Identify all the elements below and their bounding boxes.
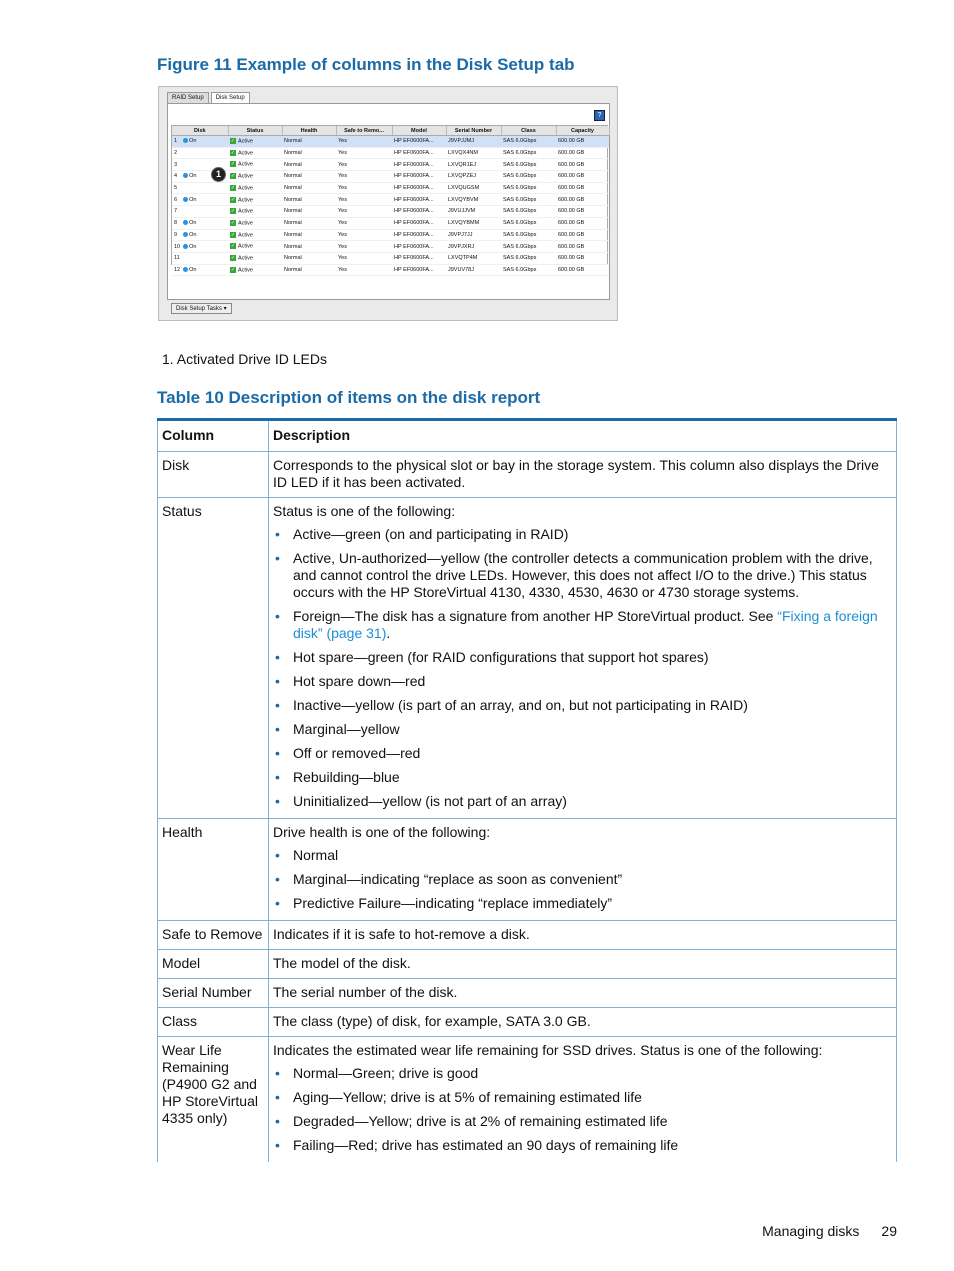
disk-setup-panel	[167, 103, 610, 312]
capacity-cell: 600.00 GB	[556, 264, 609, 276]
figure-caption: Figure 11 Example of columns in the Disk Setup tab	[157, 55, 575, 74]
check-icon: ✓	[230, 243, 236, 250]
model-cell: HP EF0600FA...	[392, 147, 446, 159]
model-cell: HP EF0600FA...	[392, 182, 446, 194]
description-text: The class (type) of disk, for example, SATA 3.0 GB.	[273, 1013, 591, 1029]
serial-cell: J9VPJXRJ	[446, 241, 501, 253]
led-icon	[183, 244, 188, 249]
status-cell	[228, 147, 282, 159]
led-label: On	[189, 243, 197, 250]
table-row	[158, 979, 897, 1008]
model-cell: HP EF0600FA...	[392, 229, 446, 241]
class-cell: SAS 6.0Gbps	[501, 206, 556, 218]
model-cell: HP EF0600FA...	[392, 217, 446, 229]
list-item: • Normal	[293, 847, 892, 864]
model-cell: HP EF0600FA...	[392, 194, 446, 206]
led-icon	[183, 267, 188, 272]
status-text: Active	[238, 150, 253, 157]
table-row	[158, 921, 897, 950]
disk-row[interactable]	[172, 136, 609, 148]
class-cell: SAS 6.0Gbps	[501, 159, 556, 171]
description-text: Drive health is one of the following:	[273, 824, 491, 840]
drive-id-led	[183, 138, 196, 144]
status-cell	[228, 194, 282, 206]
status-text: Active	[238, 197, 253, 203]
grid-column-header[interactable]: Serial Number	[446, 126, 501, 136]
grid-column-header[interactable]: Status	[228, 126, 282, 136]
check-icon: ✓	[230, 196, 236, 203]
status-cell	[228, 264, 282, 276]
class-cell: SAS 6.0Gbps	[501, 252, 556, 264]
description-cell	[269, 1008, 897, 1037]
table-header-row	[158, 420, 897, 452]
disk-number: 12	[174, 266, 181, 273]
disk-row[interactable]	[172, 147, 609, 159]
bullet-list	[273, 847, 892, 912]
safe-cell: Yes	[336, 147, 392, 159]
disk-report-table	[157, 418, 897, 1162]
check-icon: ✓	[230, 149, 236, 156]
disk-cell	[172, 264, 228, 276]
model-cell: HP EF0600FA...	[392, 252, 446, 264]
status-cell	[228, 206, 282, 218]
disk-cell	[172, 241, 228, 253]
serial-cell: LXVQYBMM	[446, 217, 501, 229]
disk-row[interactable]	[172, 229, 609, 241]
description-cell	[269, 1037, 897, 1163]
grid-column-header[interactable]: Capacity	[556, 126, 609, 136]
column-name-cell: Status	[158, 498, 269, 819]
safe-cell: Yes	[336, 206, 392, 218]
list-item: • Marginal—yellow	[293, 721, 892, 738]
led-icon	[183, 173, 188, 178]
disk-row[interactable]	[172, 217, 609, 229]
status-text: Active	[238, 232, 253, 239]
disk-cell	[172, 147, 228, 159]
status-cell	[228, 136, 282, 148]
disk-cell	[172, 136, 228, 148]
page-number: 29	[881, 1223, 897, 1239]
status-cell	[228, 229, 282, 241]
drive-id-led	[183, 220, 196, 226]
serial-cell: LXVQYBVM	[446, 194, 501, 206]
column-name-cell: Wear Life Remaining (P4900 G2 and HP StoreVirtual 4335 only)	[158, 1037, 269, 1163]
description-cell	[269, 950, 897, 979]
table-caption: Table 10 Description of items on the disk report	[157, 388, 541, 407]
health-cell: Normal	[282, 147, 336, 159]
table-row	[158, 498, 897, 819]
grid-column-header[interactable]: Class	[501, 126, 556, 136]
class-cell: SAS 6.0Gbps	[501, 147, 556, 159]
status-cell	[228, 217, 282, 229]
description-cell	[269, 498, 897, 819]
column-name-cell: Health	[158, 819, 269, 921]
disk-number: 3	[174, 161, 178, 168]
health-cell: Normal	[282, 194, 336, 206]
grid-header-row	[172, 126, 609, 136]
serial-cell: LXVQR1EJ	[446, 159, 501, 171]
serial-cell: LXVQPZEJ	[446, 171, 501, 183]
help-icon[interactable]: ?	[594, 110, 605, 121]
status-text: Active	[238, 220, 253, 227]
capacity-cell: 600.00 GB	[556, 182, 609, 194]
table-row	[158, 950, 897, 979]
disk-grid	[171, 125, 608, 274]
list-item: • Uninitialized—yellow (is not part of an array)	[293, 793, 892, 810]
health-cell: Normal	[282, 159, 336, 171]
disk-cell	[172, 206, 228, 218]
check-icon: ✓	[230, 138, 236, 145]
description-text: Indicates the estimated wear life remaining for SSD drives. Status is one of the following:	[273, 1042, 823, 1058]
capacity-cell: 600.00 GB	[556, 194, 609, 206]
model-cell: HP EF0600FA...	[392, 136, 446, 148]
class-cell: SAS 6.0Gbps	[501, 264, 556, 276]
capacity-cell: 600.00 GB	[556, 159, 609, 171]
list-item: • Normal—Green; drive is good	[293, 1065, 892, 1082]
column-name-cell: Safe to Remove	[158, 921, 269, 950]
disk-cell	[172, 229, 228, 241]
safe-cell: Yes	[336, 159, 392, 171]
model-cell: HP EF0600FA...	[392, 171, 446, 183]
check-icon: ✓	[230, 231, 236, 238]
list-item: • Active, Un-authorized—yellow (the controller detects a communication problem with the drive, and cannot control the drive LEDs. However, this does not affect I/O to the drive.) This status occurs with the HP StoreVirtual 4130, 4330, 4530, 4630 or 4730 storage systems.	[293, 550, 892, 601]
led-label: On	[189, 173, 197, 180]
status-cell	[228, 252, 282, 264]
status-text: Active	[238, 255, 253, 262]
status-text: Active	[238, 267, 253, 274]
description-text: Indicates if it is safe to hot-remove a disk.	[273, 926, 530, 942]
disk-setup-tasks-button[interactable]: Disk Setup Tasks ▾	[171, 303, 232, 314]
disk-row[interactable]	[172, 182, 609, 194]
disk-number: 6	[174, 196, 178, 203]
capacity-cell: 600.00 GB	[556, 206, 609, 218]
drive-id-led	[183, 173, 196, 179]
drive-id-led	[183, 267, 196, 273]
led-label: On	[189, 220, 197, 227]
column-name-cell: Disk	[158, 452, 269, 498]
disk-row[interactable]	[172, 194, 609, 206]
serial-cell: J9VUV78J	[446, 264, 501, 276]
check-icon: ✓	[230, 184, 236, 191]
safe-cell: Yes	[336, 217, 392, 229]
list-item: • Marginal—indicating “replace as soon as convenient”	[293, 871, 892, 888]
serial-cell: J9VUJJVM	[446, 206, 501, 218]
list-item: • Degraded—Yellow; drive is at 2% of remaining estimated life	[293, 1113, 892, 1130]
grid-column-header[interactable]: Model	[392, 126, 446, 136]
disk-row[interactable]	[172, 171, 609, 183]
status-cell	[228, 171, 282, 183]
health-cell: Normal	[282, 217, 336, 229]
disk-row[interactable]	[172, 252, 609, 264]
safe-cell: Yes	[336, 194, 392, 206]
description-cell	[269, 819, 897, 921]
disk-row[interactable]	[172, 241, 609, 253]
disk-cell	[172, 182, 228, 194]
class-cell: SAS 6.0Gbps	[501, 217, 556, 229]
page-footer	[762, 1223, 897, 1239]
list-item: • Inactive—yellow (is part of an array, and on, but not participating in RAID)	[293, 697, 892, 714]
capacity-cell: 600.00 GB	[556, 241, 609, 253]
column-name-cell: Model	[158, 950, 269, 979]
safe-cell: Yes	[336, 241, 392, 253]
check-icon: ✓	[230, 161, 236, 168]
capacity-cell: 600.00 GB	[556, 171, 609, 183]
list-item: • Failing—Red; drive has estimated an 90 days of remaining life	[293, 1137, 892, 1154]
disk-number: 4	[174, 173, 178, 180]
serial-cell: J9VPJJMJ	[446, 136, 501, 148]
footer-section: Managing disks	[762, 1223, 860, 1239]
capacity-cell: 600.00 GB	[556, 136, 609, 148]
list-item: • Predictive Failure—indicating “replace immediately”	[293, 895, 892, 912]
health-cell: Normal	[282, 252, 336, 264]
list-item: • Rebuilding—blue	[293, 769, 892, 786]
serial-cell: LXVQUGSM	[446, 182, 501, 194]
status-text: Active	[238, 173, 253, 180]
description-text: Status is one of the following:	[273, 503, 456, 519]
foreign-suffix: .	[386, 625, 391, 641]
safe-cell: Yes	[336, 229, 392, 241]
status-cell	[228, 159, 282, 171]
disk-setup-screenshot	[158, 86, 618, 321]
table-row	[158, 1008, 897, 1037]
disk-number: 7	[174, 208, 178, 215]
status-text: Active	[238, 138, 253, 145]
class-cell: SAS 6.0Gbps	[501, 171, 556, 183]
model-cell: HP EF0600FA...	[392, 159, 446, 171]
led-label: On	[189, 266, 197, 273]
list-item: • Hot spare—green (for RAID configurations that support hot spares)	[293, 649, 892, 666]
serial-cell: J9VPJ7JJ	[446, 229, 501, 241]
class-cell: SAS 6.0Gbps	[501, 194, 556, 206]
disk-cell	[172, 252, 228, 264]
safe-cell: Yes	[336, 252, 392, 264]
led-label: On	[189, 138, 197, 145]
class-cell: SAS 6.0Gbps	[501, 241, 556, 253]
capacity-cell: 600.00 GB	[556, 217, 609, 229]
disk-row[interactable]	[172, 159, 609, 171]
disk-cell	[172, 194, 228, 206]
led-icon	[183, 138, 188, 143]
serial-cell: LXVQX4NM	[446, 147, 501, 159]
status-text: Active	[238, 185, 253, 192]
description-cell	[269, 452, 897, 498]
capacity-cell: 600.00 GB	[556, 252, 609, 264]
grid-column-header[interactable]: Health	[282, 126, 336, 136]
status-text: Active	[238, 208, 253, 215]
check-icon: ✓	[230, 173, 236, 180]
check-icon: ✓	[230, 266, 236, 273]
drive-id-led	[183, 197, 196, 203]
check-icon: ✓	[230, 254, 236, 261]
header-column: Column	[158, 420, 269, 452]
status-cell	[228, 182, 282, 194]
description-cell	[269, 979, 897, 1008]
health-cell: Normal	[282, 136, 336, 148]
led-icon	[183, 220, 188, 225]
grid-column-header[interactable]: Disk	[172, 126, 228, 136]
serial-cell: LXVQTP4M	[446, 252, 501, 264]
table-row	[158, 819, 897, 921]
class-cell: SAS 6.0Gbps	[501, 229, 556, 241]
safe-cell: Yes	[336, 182, 392, 194]
disk-number: 1	[174, 138, 178, 145]
health-cell: Normal	[282, 182, 336, 194]
disk-number: 2	[174, 150, 178, 157]
fixing-foreign-disk-link[interactable]: “Fixing a foreign disk” (page 31)	[293, 608, 878, 641]
health-cell: Normal	[282, 229, 336, 241]
column-name-cell: Class	[158, 1008, 269, 1037]
status-cell	[228, 241, 282, 253]
safe-cell: Yes	[336, 171, 392, 183]
status-text: Active	[238, 161, 253, 168]
model-cell: HP EF0600FA...	[392, 206, 446, 218]
safe-cell: Yes	[336, 264, 392, 276]
health-cell: Normal	[282, 171, 336, 183]
drive-id-led	[183, 232, 196, 238]
bullet-list	[273, 1065, 892, 1154]
capacity-cell: 600.00 GB	[556, 147, 609, 159]
list-item: • Aging—Yellow; drive is at 5% of remaining estimated life	[293, 1089, 892, 1106]
disk-row[interactable]	[172, 264, 609, 276]
list-item: • Active—green (on and participating in RAID)	[293, 526, 892, 543]
safe-cell: Yes	[336, 136, 392, 148]
header-description: Description	[269, 420, 897, 452]
tab-raid-setup[interactable]: RAID Setup	[167, 92, 209, 104]
health-cell: Normal	[282, 206, 336, 218]
column-name-cell: Serial Number	[158, 979, 269, 1008]
list-item: • Off or removed—red	[293, 745, 892, 762]
table-row	[158, 452, 897, 498]
disk-number: 8	[174, 220, 178, 227]
foreign-prefix: Foreign—The disk has a signature from another HP StoreVirtual product. See	[293, 608, 778, 624]
disk-number: 10	[174, 243, 181, 250]
class-cell: SAS 6.0Gbps	[501, 182, 556, 194]
bullet-list	[273, 526, 892, 810]
drive-id-led	[183, 244, 196, 250]
disk-number: 11	[174, 255, 180, 262]
table-row	[158, 1037, 897, 1163]
model-cell: HP EF0600FA...	[392, 241, 446, 253]
description-text: The serial number of the disk.	[273, 984, 458, 1000]
led-icon	[183, 232, 188, 237]
disk-number: 5	[174, 185, 178, 192]
class-cell: SAS 6.0Gbps	[501, 136, 556, 148]
capacity-cell: 600.00 GB	[556, 229, 609, 241]
description-text: The model of the disk.	[273, 955, 411, 971]
health-cell: Normal	[282, 264, 336, 276]
led-label: On	[189, 196, 197, 203]
led-icon	[183, 197, 188, 202]
callout-note: 1. Activated Drive ID LEDs	[162, 351, 327, 367]
status-text: Active	[238, 243, 253, 250]
tab-disk-setup[interactable]: Disk Setup	[211, 92, 250, 104]
grid-column-header[interactable]: Safe to Remo...	[336, 126, 392, 136]
model-cell: HP EF0600FA...	[392, 264, 446, 276]
disk-row[interactable]	[172, 206, 609, 218]
description-cell	[269, 921, 897, 950]
list-item: • Hot spare down—red	[293, 673, 892, 690]
callout-marker: 1	[211, 167, 226, 182]
check-icon: ✓	[230, 219, 236, 226]
list-item	[293, 608, 892, 642]
disk-cell	[172, 217, 228, 229]
health-cell: Normal	[282, 241, 336, 253]
disk-number: 9	[174, 231, 178, 238]
led-label: On	[189, 231, 197, 238]
check-icon: ✓	[230, 208, 236, 215]
description-text: Corresponds to the physical slot or bay in the storage system. This column also displays the Drive ID LED if it has been activated.	[273, 457, 879, 490]
